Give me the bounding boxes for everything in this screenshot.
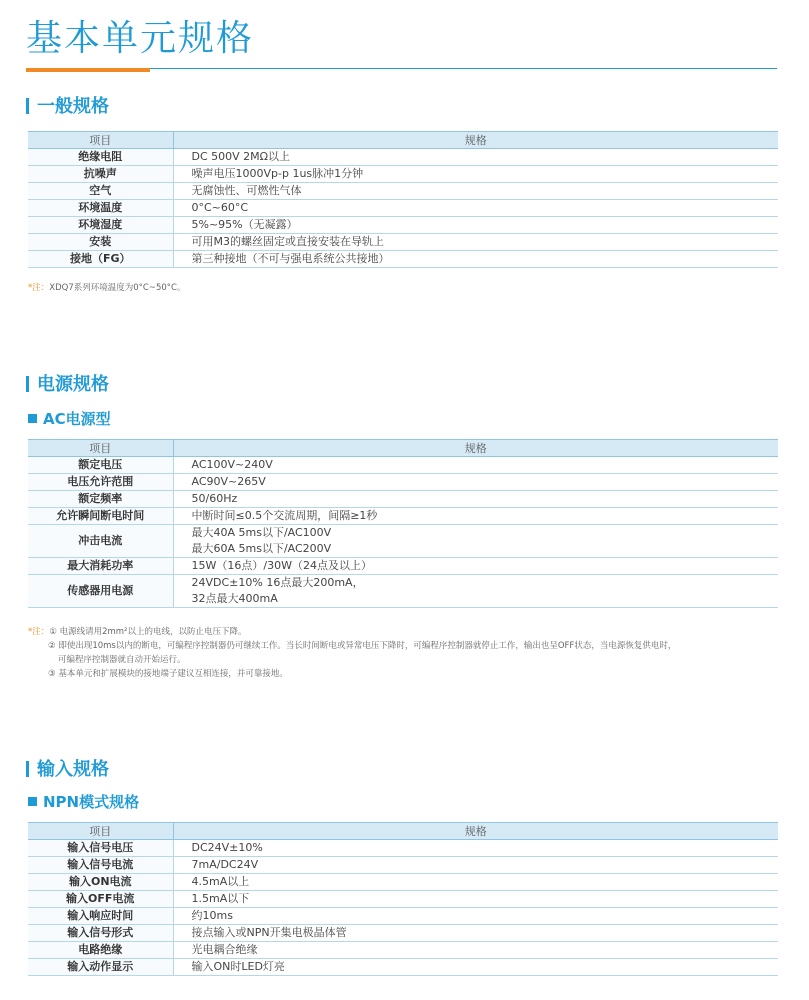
row-spec-value <box>173 575 778 608</box>
section-heading-general <box>26 96 109 118</box>
row-item-label: 接地（FG） <box>28 251 173 268</box>
column-header-spec: 规格 <box>173 823 778 840</box>
table-row <box>28 234 778 251</box>
heading-square <box>28 797 37 806</box>
general-note <box>28 281 185 295</box>
table-row <box>28 166 778 183</box>
row-item-label: 环境湿度 <box>28 217 173 234</box>
spec-line: 15W（16点）/30W（24点及以上） <box>191 559 372 572</box>
row-item-label: 抗噪声 <box>28 166 173 183</box>
column-header-item: 项目 <box>28 440 173 457</box>
table-row <box>28 251 778 268</box>
table-row <box>28 857 778 874</box>
row-item-label: 冲击电流 <box>28 525 173 558</box>
row-spec-value: 4.5mA以上 <box>173 874 778 891</box>
power-note-1: ① 电源线请用2mm²以上的电线，以防止电压下降。 <box>49 627 247 637</box>
table-row <box>28 840 778 857</box>
row-spec-value: 5%~95%（无凝露） <box>173 217 778 234</box>
column-header-spec: 规格 <box>173 132 778 149</box>
table-row <box>28 942 778 959</box>
row-spec-value: 1.5mA以下 <box>173 891 778 908</box>
section-heading-text: 一般规格 <box>37 96 109 117</box>
table-row <box>28 525 778 558</box>
table-row <box>28 183 778 200</box>
column-header-item: 项目 <box>28 823 173 840</box>
table-row <box>28 558 778 575</box>
row-spec-value <box>173 508 778 525</box>
row-item-label: 最大消耗功率 <box>28 558 173 575</box>
heading-bar <box>26 376 29 392</box>
table-row <box>28 491 778 508</box>
row-spec-value: DC 500V 2MΩ以上 <box>173 149 778 166</box>
table-row <box>28 925 778 942</box>
row-item-label: 输入OFF电流 <box>28 891 173 908</box>
row-item-label: 安装 <box>28 234 173 251</box>
row-spec-value <box>173 525 778 558</box>
sub-heading-ac-power <box>28 409 111 429</box>
table-row <box>28 891 778 908</box>
row-spec-value: 无腐蚀性、可燃性气体 <box>173 183 778 200</box>
table-row <box>28 149 778 166</box>
note-text: XDQ7系列环境温度为0°C~50°C。 <box>49 283 186 293</box>
row-item-label: 空气 <box>28 183 173 200</box>
power-note-2: ② 即使出现10ms以内的断电，可编程序控制器仍可继续工作。当长时间断电或异常电压下降时，可编程序控制器就停止工作，输出也呈OFF状态，当电源恢复供电时， <box>48 641 677 651</box>
row-item-label: 允许瞬间断电时间 <box>28 508 173 525</box>
section-heading-text: 输入规格 <box>37 759 109 780</box>
row-item-label: 额定频率 <box>28 491 173 508</box>
row-item-label: 输入信号电流 <box>28 857 173 874</box>
row-spec-value: 输入ON时LED灯亮 <box>173 959 778 976</box>
row-item-label: 传感器用电源 <box>28 575 173 608</box>
row-item-label: 环境温度 <box>28 200 173 217</box>
table-row <box>28 217 778 234</box>
row-spec-value: 接点输入或NPN开集电极晶体管 <box>173 925 778 942</box>
power-spec-table <box>28 439 778 608</box>
row-item-label: 输入响应时间 <box>28 908 173 925</box>
input-spec-table <box>28 822 778 976</box>
spec-line: AC90V~265V <box>191 475 266 488</box>
power-note-2-cont: 可编程序控制器就自动开始运行。 <box>58 655 186 665</box>
heading-square <box>28 414 37 423</box>
row-spec-value: 光电耦合绝缘 <box>173 942 778 959</box>
table-row <box>28 457 778 474</box>
row-spec-value: 0°C~60°C <box>173 200 778 217</box>
power-note-3: ③ 基本单元和扩展模块的接地端子建议互相连接，并可靠接地。 <box>48 669 288 679</box>
row-spec-value: 第三种接地（不可与强电系统公共接地） <box>173 251 778 268</box>
row-item-label: 额定电压 <box>28 457 173 474</box>
heading-bar <box>26 761 29 777</box>
spec-line: AC100V~240V <box>191 458 273 471</box>
column-header-spec: 规格 <box>173 440 778 457</box>
row-spec-value: 可用M3的螺丝固定或直接安装在导轨上 <box>173 234 778 251</box>
page-title: 基本单元规格 <box>26 18 255 59</box>
column-header-item: 项目 <box>28 132 173 149</box>
spec-line: 中断时间≤0.5个交流周期，间隔≥1秒 <box>191 509 378 522</box>
sub-heading-text: NPN模式规格 <box>43 793 140 811</box>
row-item-label: 绝缘电阻 <box>28 149 173 166</box>
row-item-label: 输入ON电流 <box>28 874 173 891</box>
row-spec-value <box>173 491 778 508</box>
spec-line: 最大60A 5ms以下/AC200V <box>191 542 332 555</box>
sub-heading-text: AC电源型 <box>43 410 111 428</box>
spec-line: 32点最大400mA <box>191 592 278 605</box>
table-row <box>28 575 778 608</box>
row-spec-value <box>173 457 778 474</box>
power-notes <box>28 625 676 681</box>
row-spec-value <box>173 558 778 575</box>
title-accent-bar <box>26 68 150 72</box>
section-heading-text: 电源规格 <box>37 374 109 395</box>
table-row <box>28 959 778 976</box>
table-row <box>28 508 778 525</box>
spec-line: 24VDC±10% 16点最大200mA， <box>191 576 364 589</box>
note-mark: *注： <box>28 283 50 293</box>
row-spec-value: 噪声电压1000Vp-p 1us脉冲1分钟 <box>173 166 778 183</box>
row-item-label: 输入动作显示 <box>28 959 173 976</box>
row-item-label: 输入信号形式 <box>28 925 173 942</box>
heading-bar <box>26 98 29 114</box>
table-row <box>28 908 778 925</box>
row-item-label: 输入信号电压 <box>28 840 173 857</box>
sub-heading-npn <box>28 792 139 812</box>
row-spec-value: 7mA/DC24V <box>173 857 778 874</box>
spec-line: 50/60Hz <box>191 492 238 505</box>
row-spec-value: DC24V±10% <box>173 840 778 857</box>
section-heading-power <box>26 374 109 396</box>
row-spec-value <box>173 474 778 491</box>
row-item-label: 电压允许范围 <box>28 474 173 491</box>
table-row <box>28 200 778 217</box>
row-item-label: 电路绝缘 <box>28 942 173 959</box>
spec-line: 最大40A 5ms以下/AC100V <box>191 526 332 539</box>
section-heading-input <box>26 759 109 781</box>
note-mark: *注： <box>28 627 50 637</box>
table-row <box>28 874 778 891</box>
general-spec-table <box>28 131 778 268</box>
row-spec-value: 约10ms <box>173 908 778 925</box>
table-row <box>28 474 778 491</box>
